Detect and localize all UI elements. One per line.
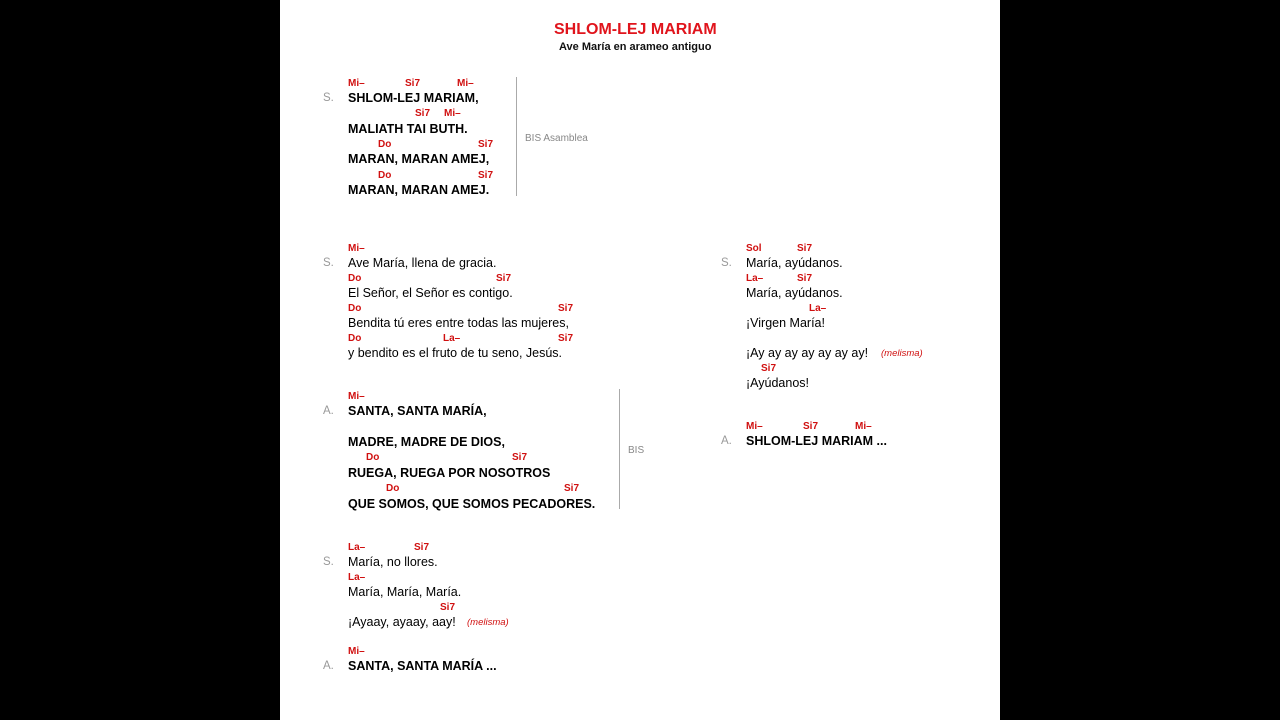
melisma-note: (melisma) [881, 348, 923, 359]
lyric-line: MALIATH TAI BUTH. [348, 122, 468, 136]
chord: Mi– [348, 646, 365, 657]
lyric-line: Bendita tú eres entre todas las mujeres, [348, 316, 569, 330]
chord: Mi– [348, 243, 365, 254]
repeat-note: BIS [628, 445, 645, 456]
lyric-line: ¡Ayaay, ayaay, aay! [348, 615, 456, 629]
chord: Si7 [797, 273, 813, 284]
song-sheet [280, 0, 1000, 720]
role-label: S. [323, 556, 334, 568]
chord: Si7 [803, 421, 819, 432]
lyric-line: María, ayúdanos. [746, 286, 843, 300]
lyric-line: SANTA, SANTA MARÍA ... [348, 659, 497, 673]
chord: La– [809, 303, 827, 314]
chord: Mi– [348, 391, 365, 402]
chord: Sol [746, 243, 762, 254]
chord: Si7 [496, 273, 512, 284]
chord: La– [746, 273, 764, 284]
song-subtitle: Ave María en arameo antiguo [559, 41, 712, 53]
repeat-bracket [516, 77, 517, 196]
song-title: SHLOM-LEJ MARIAM [554, 21, 717, 38]
chord: Do [348, 333, 362, 344]
lyric-line: y bendito es el fruto de tu seno, Jesús. [348, 346, 563, 360]
chord: Si7 [512, 452, 528, 463]
lyric-line: María, ayúdanos. [746, 256, 843, 270]
chord: Si7 [564, 483, 580, 494]
chord: Si7 [440, 602, 456, 613]
lyric-line: SHLOM-LEJ MARIAM ... [746, 434, 887, 448]
chord: Do [386, 483, 400, 494]
melisma-note: (melisma) [467, 617, 509, 628]
lyric-line: ¡Ayúdanos! [746, 376, 810, 390]
chord: Do [378, 170, 392, 181]
chord: Si7 [761, 363, 777, 374]
lyric-line: El Señor, el Señor es contigo. [348, 286, 513, 300]
lyric-line: María, María, María. [348, 585, 462, 599]
chord: Si7 [414, 542, 430, 553]
lyric-line: SHLOM-LEJ MARIAM, [348, 91, 479, 105]
chord: Si7 [558, 303, 574, 314]
repeat-bracket [619, 389, 620, 509]
lyric-line: MARAN, MARAN AMEJ. [348, 183, 490, 197]
role-label: S. [323, 92, 334, 104]
chord: Do [366, 452, 380, 463]
chord: Mi– [855, 421, 872, 432]
chord: Si7 [797, 243, 813, 254]
lyric-line: ¡Virgen María! [746, 316, 825, 330]
lyric-line: RUEGA, RUEGA POR NOSOTROS [348, 466, 551, 480]
lyric-line: María, no llores. [348, 555, 438, 569]
lyric-line: Ave María, llena de gracia. [348, 256, 497, 270]
lyric-line: MADRE, MADRE DE DIOS, [348, 435, 505, 449]
chord: Mi– [746, 421, 763, 432]
chord: Si7 [405, 78, 421, 89]
role-label: A. [323, 660, 334, 672]
chord: Mi– [444, 108, 461, 119]
chord: Si7 [415, 108, 431, 119]
role-label: A. [323, 405, 334, 417]
chord: Do [378, 139, 392, 150]
role-label: A. [721, 435, 732, 447]
lyric-line: SANTA, SANTA MARÍA, [348, 404, 487, 418]
chord: Mi– [348, 78, 365, 89]
chord: La– [348, 542, 366, 553]
lyric-line: MARAN, MARAN AMEJ, [348, 152, 490, 166]
chord: La– [348, 572, 366, 583]
chord: Do [348, 303, 362, 314]
chord: Si7 [478, 170, 494, 181]
role-label: S. [721, 257, 732, 269]
lyric-line: QUE SOMOS, QUE SOMOS PECADORES. [348, 497, 596, 511]
chord: Mi– [457, 78, 474, 89]
role-label: S. [323, 257, 334, 269]
chord: Si7 [558, 333, 574, 344]
chord: Si7 [478, 139, 494, 150]
lyric-line: ¡Ay ay ay ay ay ay ay! [746, 346, 869, 360]
chord: Do [348, 273, 362, 284]
chord: La– [443, 333, 461, 344]
repeat-note: BIS Asamblea [525, 133, 588, 144]
